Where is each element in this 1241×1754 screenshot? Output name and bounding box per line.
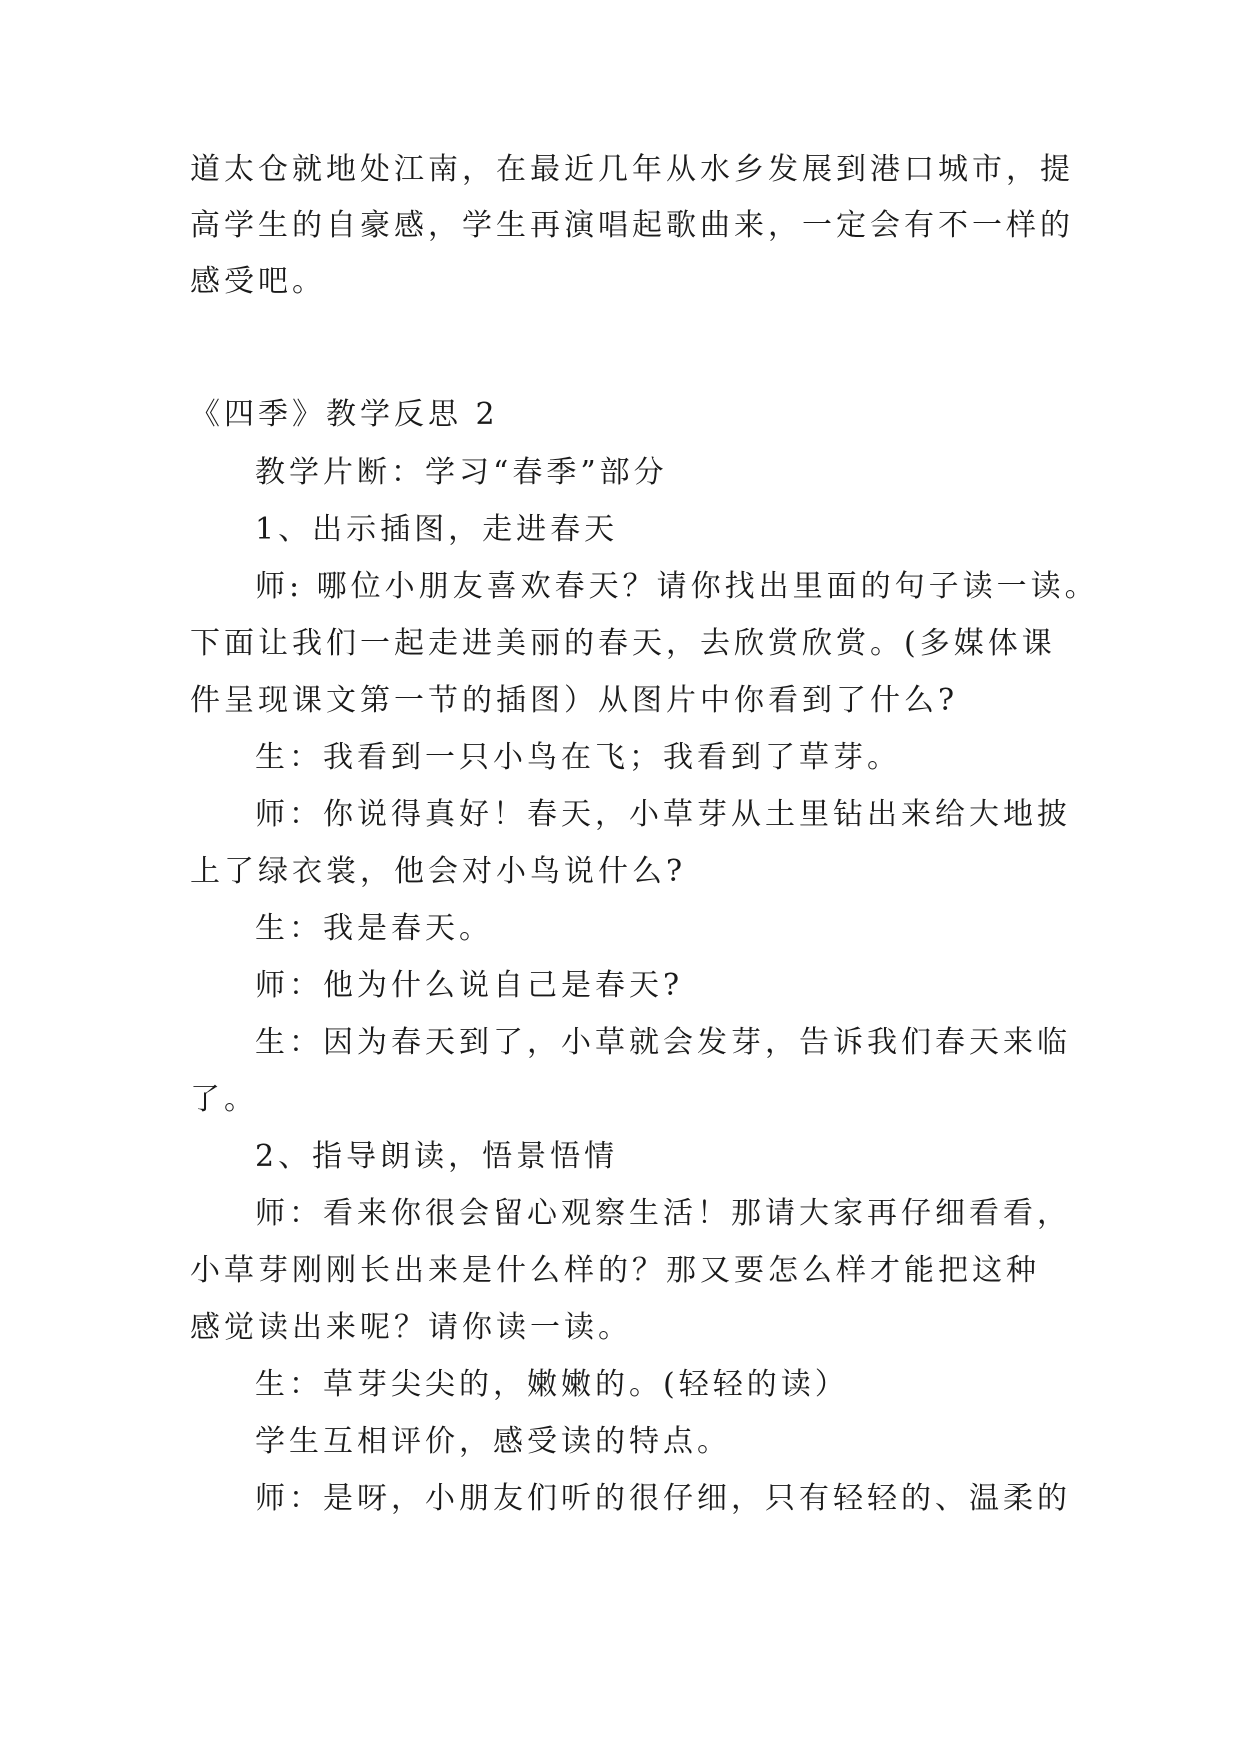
paragraph-line: 师：他为什么说自己是春天? bbox=[255, 968, 684, 1003]
paragraph-line: 道太仓就地处江南，在最近几年从水乡发展到港口城市，提 bbox=[190, 152, 1074, 187]
subheading: 1、出示插图，走进春天 bbox=[255, 512, 619, 547]
paragraph-line: 下面让我们一起走进美丽的春天，去欣赏欣赏。(多媒体课 bbox=[190, 626, 1056, 661]
paragraph-line: 上了绿衣裳，他会对小鸟说什么? bbox=[190, 854, 687, 889]
paragraph-line: 教学片断：学习“春季”部分 bbox=[255, 455, 668, 490]
paragraph-line: 生：草芽尖尖的，嫩嫩的。(轻轻的读） bbox=[255, 1367, 849, 1402]
paragraph-line: 高学生的自豪感，学生再演唱起歌曲来，一定会有不一样的 bbox=[190, 208, 1074, 243]
paragraph-line: 小草芽刚刚长出来是什么样的？那又要怎么样才能把这种 bbox=[190, 1253, 1040, 1288]
paragraph-line: 生：我看到一只小鸟在飞；我看到了草芽。 bbox=[255, 740, 901, 775]
paragraph-line: 感觉读出来呢？请你读一读。 bbox=[190, 1310, 632, 1345]
paragraph-line: 件呈现课文第一节的插图）从图片中你看到了什么? bbox=[190, 683, 959, 718]
paragraph-line: 师：你说得真好！春天，小草芽从土里钻出来给大地披 bbox=[255, 797, 1071, 832]
paragraph-line: 师：看来你很会留心观察生活！那请大家再仔细看看， bbox=[255, 1196, 1071, 1231]
paragraph-line: 生：因为春天到了，小草就会发芽，告诉我们春天来临 bbox=[255, 1025, 1071, 1060]
paragraph-line: 师: 哪位小朋友喜欢春天？请你找出里面的句子读一读。 bbox=[255, 569, 1099, 604]
section-title: 《四季》教学反思 2 bbox=[190, 397, 499, 432]
paragraph-line: 感受吧。 bbox=[190, 264, 326, 299]
subheading: 2、指导朗读，悟景悟情 bbox=[255, 1139, 619, 1174]
paragraph-line: 学生互相评价，感受读的特点。 bbox=[255, 1424, 731, 1459]
paragraph-line: 了。 bbox=[190, 1082, 258, 1117]
paragraph-line: 师：是呀，小朋友们听的很仔细，只有轻轻的、温柔的 bbox=[255, 1481, 1071, 1516]
paragraph-line: 生：我是春天。 bbox=[255, 911, 493, 946]
